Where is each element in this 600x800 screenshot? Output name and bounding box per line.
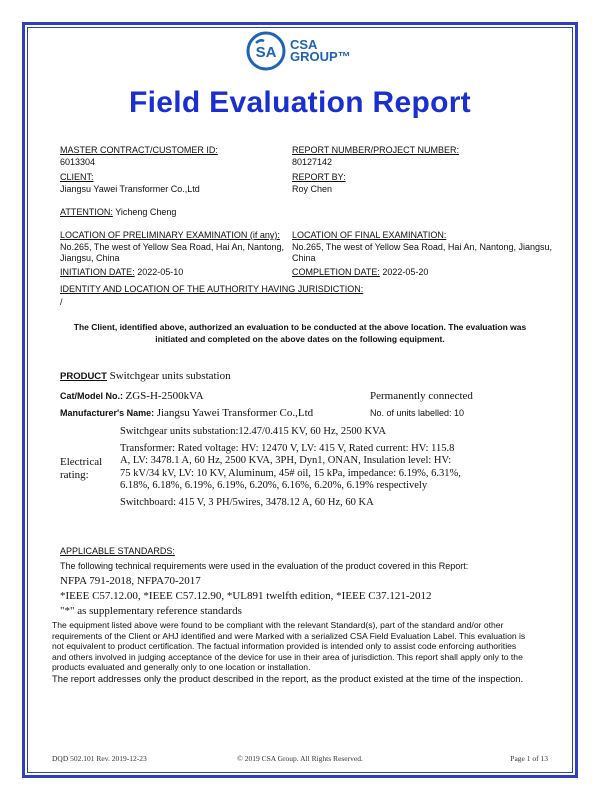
cat-model-label: Cat/Model No.: xyxy=(60,391,123,401)
disclaimer-line: and others involved in judging acceptance of the device for use in their area of jurisdiction. This report shall apply only to the xyxy=(52,651,523,662)
electrical-rating-label xyxy=(60,456,102,482)
disclaimer-paragraph xyxy=(52,620,552,673)
attention-row xyxy=(60,207,176,218)
footer-copyright: © 2019 CSA Group. All Rights Reserved. xyxy=(237,754,363,763)
csa-logo-icon xyxy=(246,31,286,71)
authority-label: IDENTITY AND LOCATION OF THE AUTHORITY HAVING JURISDICTION: xyxy=(60,284,364,294)
final-location-label: LOCATION OF FINAL EXAMINATION: xyxy=(292,230,447,240)
disclaimer-line: requirements of the Client or AHJ identified and were Marked with a serialized CSA Field Evaluation Label. This evaluation is xyxy=(52,630,526,641)
report-title: Field Evaluation Report xyxy=(129,86,471,119)
standards-intro: The following technical requirements were used in the evaluation of the product covered in this Report: xyxy=(60,561,469,571)
attention-value: Yicheng Cheng xyxy=(115,207,177,217)
rating-transformer-line: A, LV: 3478.1 A, 60 Hz, 2500 KVA, 3PH, Dyn1, ONAN, Insulation level: HV: xyxy=(120,455,452,466)
completion-date-value: 2022-05-20 xyxy=(382,267,429,277)
csa-group-logo xyxy=(246,30,366,72)
logo-line-1: CSA xyxy=(290,37,318,52)
master-contract-label: MASTER CONTRACT/CUSTOMER ID: xyxy=(60,145,218,155)
standards-line-1: NFPA 791-2018, NFPA70-2017 xyxy=(60,575,201,587)
authorization-statement-line-1: The Client, identified above, authorized an evaluation to be conducted at the above location. The evaluation was xyxy=(73,322,527,332)
electrical-rating-label-line-2: rating: xyxy=(60,469,89,481)
completion-date-label: COMPLETION DATE: xyxy=(292,267,380,277)
rating-transformer-line: Transformer: Rated voltage: HV: 12470 V, LV: 415 V, Rated current: HV: 115.8 xyxy=(120,442,455,454)
rating-transformer-line: 75 kV/34 kV, LV: 10 KV, Aluminum, 45# oil, 15 kPa, impedance: 6.19%, 6.31%, xyxy=(120,467,461,479)
attention-label: ATTENTION: xyxy=(60,207,113,217)
final-location-line-1: No.265, The west of Yellow Sea Road, Hai An, Nantong, Jiangsu, xyxy=(292,242,553,252)
completion-date-row xyxy=(292,267,428,278)
electrical-rating-label-line-1: Electrical xyxy=(60,456,103,468)
report-number-value: 80127142 xyxy=(292,157,333,167)
footer-document-code: DQD 502.101 Rev. 2019-12-23 xyxy=(52,754,147,763)
scope-note: The report addresses only the product described in the report, as the product existed at the time of the inspection. xyxy=(52,673,524,684)
report-number-label: REPORT NUMBER/PROJECT NUMBER: xyxy=(292,145,460,155)
prelim-location-line-1: No.265, The west of Yellow Sea Road, Hai An, Nantong, xyxy=(60,242,284,252)
prelim-location-line-2: Jiangsu, China xyxy=(60,253,120,263)
initiation-date-label: INITIATION DATE: xyxy=(60,267,135,277)
product-value: Switchgear units substation xyxy=(109,370,231,382)
svg-text:SA: SA xyxy=(255,44,277,61)
master-contract-value: 6013304 xyxy=(60,157,96,167)
footer-page-number: Page 1 of 13 xyxy=(510,754,548,763)
report-by-value: Roy Chen xyxy=(292,184,333,194)
rating-transformer-line: 6.18%, 6.18%, 6.19%, 6.19%, 6.20%, 6.16%, 6.20%, 6.19% respectively xyxy=(120,480,428,491)
final-location-line-2: China xyxy=(292,253,316,263)
disclaimer-line: The equipment listed above were found to be compliant with the relevant Standard(s), part of the standard and/or other xyxy=(52,620,504,630)
manufacturer-value: Jiangsu Yawei Transformer Co.,Ltd xyxy=(156,407,314,419)
connection-type: Permanently connected xyxy=(370,390,473,402)
client-value: Jiangsu Yawei Transformer Co.,Ltd xyxy=(60,184,200,194)
units-labelled: No. of units labelled: 10 xyxy=(370,408,465,418)
manufacturer-row xyxy=(60,407,313,419)
disclaimer-line: not equivalent to product certification. The factual information provided is intended only to assist code enforcing authorities xyxy=(52,641,517,651)
electrical-rating-values xyxy=(120,426,560,509)
product-label: PRODUCT xyxy=(60,371,107,382)
prelim-location-label: LOCATION OF PRELIMINARY EXAMINATION (if any): xyxy=(60,230,280,240)
standards-line-3: "*" as supplementary reference standards xyxy=(60,605,242,617)
authority-value: / xyxy=(60,297,63,307)
rating-switchgear: Switchgear units substation:12.47/0.415 KV, 60 Hz, 2500 KVA xyxy=(120,426,386,437)
product-row xyxy=(60,370,231,382)
cat-model-value: ZGS-H-2500kVA xyxy=(125,390,204,402)
standards-label: APPLICABLE STANDARDS: xyxy=(60,546,175,556)
manufacturer-label: Manufacturer's Name: xyxy=(60,408,155,418)
disclaimer-line: products evaluated and generally only to one location or installation. xyxy=(52,662,311,672)
cat-model-row xyxy=(60,390,204,402)
client-label: CLIENT: xyxy=(60,172,94,182)
standards-line-2: *IEEE C57.12.00, *IEEE C57.12.90, *UL891 twelfth edition, *IEEE C37.121-2012 xyxy=(60,590,432,602)
rating-transformer xyxy=(120,443,560,493)
logo-text xyxy=(290,39,351,63)
rating-switchboard: Switchboard: 415 V, 3 PH/5wires, 3478.12 A, 60 Hz, 60 KA xyxy=(120,496,374,508)
initiation-date-value: 2022-05-10 xyxy=(137,267,184,277)
authorization-statement-line-2: initiated and completed on the above dates on the following equipment. xyxy=(155,334,445,344)
report-by-label: REPORT BY: xyxy=(292,172,346,182)
logo-line-2: GROUP™ xyxy=(290,49,351,64)
initiation-date-row xyxy=(60,267,183,278)
